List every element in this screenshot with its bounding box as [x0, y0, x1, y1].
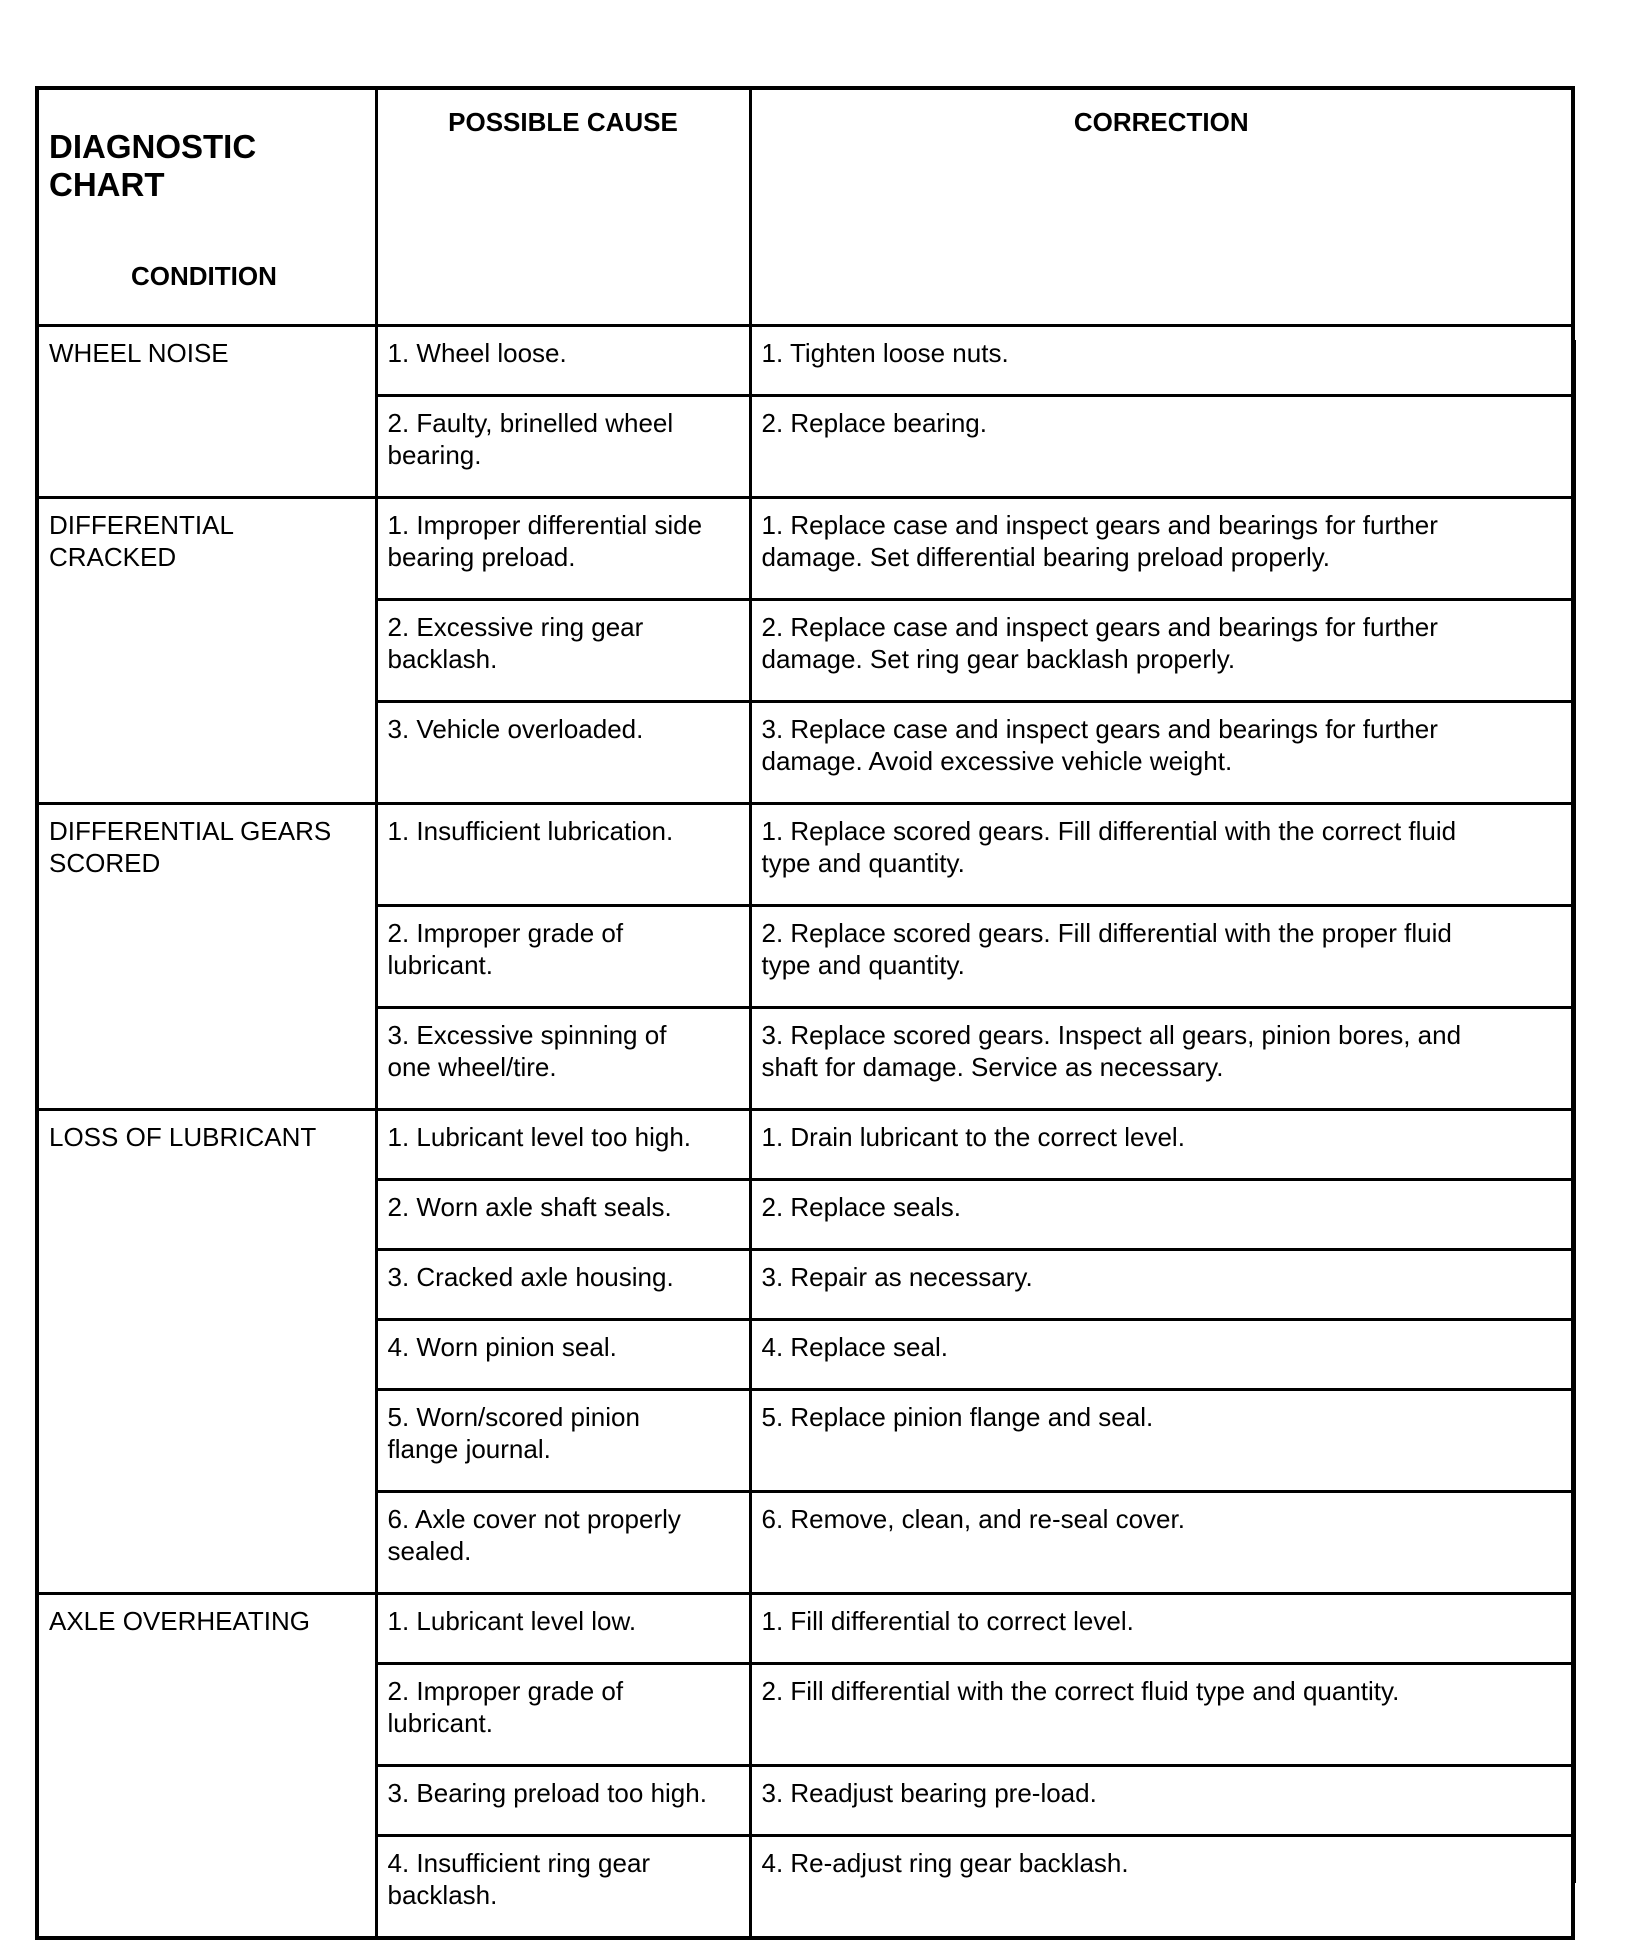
- table-row: [37, 1594, 1573, 1664]
- correction-cell: 1. Fill differential to correct level.: [750, 1594, 1573, 1664]
- possible-cause-cell: 3. Vehicle overloaded.: [376, 702, 750, 804]
- correction-cell: 2. Replace case and inspect gears and bearings for further damage. Set ring gear backlash properly.: [750, 600, 1573, 702]
- possible-cause-cell: 5. Worn/scored pinion flange journal.: [376, 1390, 750, 1492]
- condition-cell: DIFFERENTIAL GEARS SCORED: [37, 804, 376, 1110]
- condition-column-header: CONDITION: [131, 261, 277, 291]
- possible-cause-cell: 3. Bearing preload too high.: [376, 1766, 750, 1836]
- possible-cause-cell: 2. Worn axle shaft seals.: [376, 1180, 750, 1250]
- possible-cause-cell: 4. Insufficient ring gear backlash.: [376, 1836, 750, 1938]
- correction-cell: 3. Repair as necessary.: [750, 1250, 1573, 1320]
- condition-cell: AXLE OVERHEATING: [37, 1594, 376, 1938]
- possible-cause-cell: 1. Lubricant level low.: [376, 1594, 750, 1664]
- correction-cell: 1. Tighten loose nuts.: [750, 326, 1573, 396]
- condition-cell: LOSS OF LUBRICANT: [37, 1110, 376, 1594]
- possible-cause-cell: 1. Lubricant level too high.: [376, 1110, 750, 1180]
- correction-cell: 6. Remove, clean, and re-seal cover.: [750, 1492, 1573, 1594]
- header-row: [37, 88, 1573, 326]
- table-body: [37, 326, 1573, 1938]
- possible-cause-cell: 2. Improper grade of lubricant.: [376, 1664, 750, 1766]
- correction-cell: 2. Replace bearing.: [750, 396, 1573, 498]
- possible-cause-cell: 2. Excessive ring gear backlash.: [376, 600, 750, 702]
- table-row: [37, 498, 1573, 600]
- correction-cell: 1. Replace scored gears. Fill differential with the correct fluid type and quantity.: [750, 804, 1573, 906]
- correction-cell: 4. Replace seal.: [750, 1320, 1573, 1390]
- possible-cause-cell: 6. Axle cover not properly sealed.: [376, 1492, 750, 1594]
- possible-cause-cell: 1. Insufficient lubrication.: [376, 804, 750, 906]
- table-row: [37, 1110, 1573, 1180]
- table-row: [37, 326, 1573, 396]
- correction-cell: 1. Replace case and inspect gears and bearings for further damage. Set differential bearing preload properly.: [750, 498, 1573, 600]
- possible-cause-column-header: POSSIBLE CAUSE: [376, 88, 750, 326]
- header-condition-cell: [37, 88, 376, 326]
- possible-cause-cell: 3. Cracked axle housing.: [376, 1250, 750, 1320]
- diagnostic-chart: [35, 86, 1571, 1910]
- correction-cell: 2. Replace seals.: [750, 1180, 1573, 1250]
- correction-cell: 4. Re-adjust ring gear backlash.: [750, 1836, 1573, 1938]
- correction-cell: 2. Fill differential with the correct fluid type and quantity.: [750, 1664, 1573, 1766]
- possible-cause-cell: 1. Improper differential side bearing preload.: [376, 498, 750, 600]
- possible-cause-cell: 3. Excessive spinning of one wheel/tire.: [376, 1008, 750, 1110]
- chart-title: DIAGNOSTIC CHART: [49, 128, 257, 203]
- correction-cell: 3. Readjust bearing pre-load.: [750, 1766, 1573, 1836]
- correction-cell: 3. Replace scored gears. Inspect all gears, pinion bores, and shaft for damage. Service as necessary.: [750, 1008, 1573, 1110]
- correction-cell: 3. Replace case and inspect gears and bearings for further damage. Avoid excessive vehicle weight.: [750, 702, 1573, 804]
- correction-cell: 2. Replace scored gears. Fill differential with the proper fluid type and quantity.: [750, 906, 1573, 1008]
- table-row: [37, 804, 1573, 906]
- possible-cause-cell: 2. Improper grade of lubricant.: [376, 906, 750, 1008]
- possible-cause-cell: 4. Worn pinion seal.: [376, 1320, 750, 1390]
- condition-cell: DIFFERENTIAL CRACKED: [37, 498, 376, 804]
- correction-cell: 5. Replace pinion flange and seal.: [750, 1390, 1573, 1492]
- correction-column-header: CORRECTION: [750, 88, 1573, 326]
- correction-cell: 1. Drain lubricant to the correct level.: [750, 1110, 1573, 1180]
- right-border-strip: [1573, 340, 1576, 1883]
- diagnostic-table: [35, 86, 1575, 1940]
- condition-cell: WHEEL NOISE: [37, 326, 376, 498]
- possible-cause-cell: 1. Wheel loose.: [376, 326, 750, 396]
- possible-cause-cell: 2. Faulty, brinelled wheel bearing.: [376, 396, 750, 498]
